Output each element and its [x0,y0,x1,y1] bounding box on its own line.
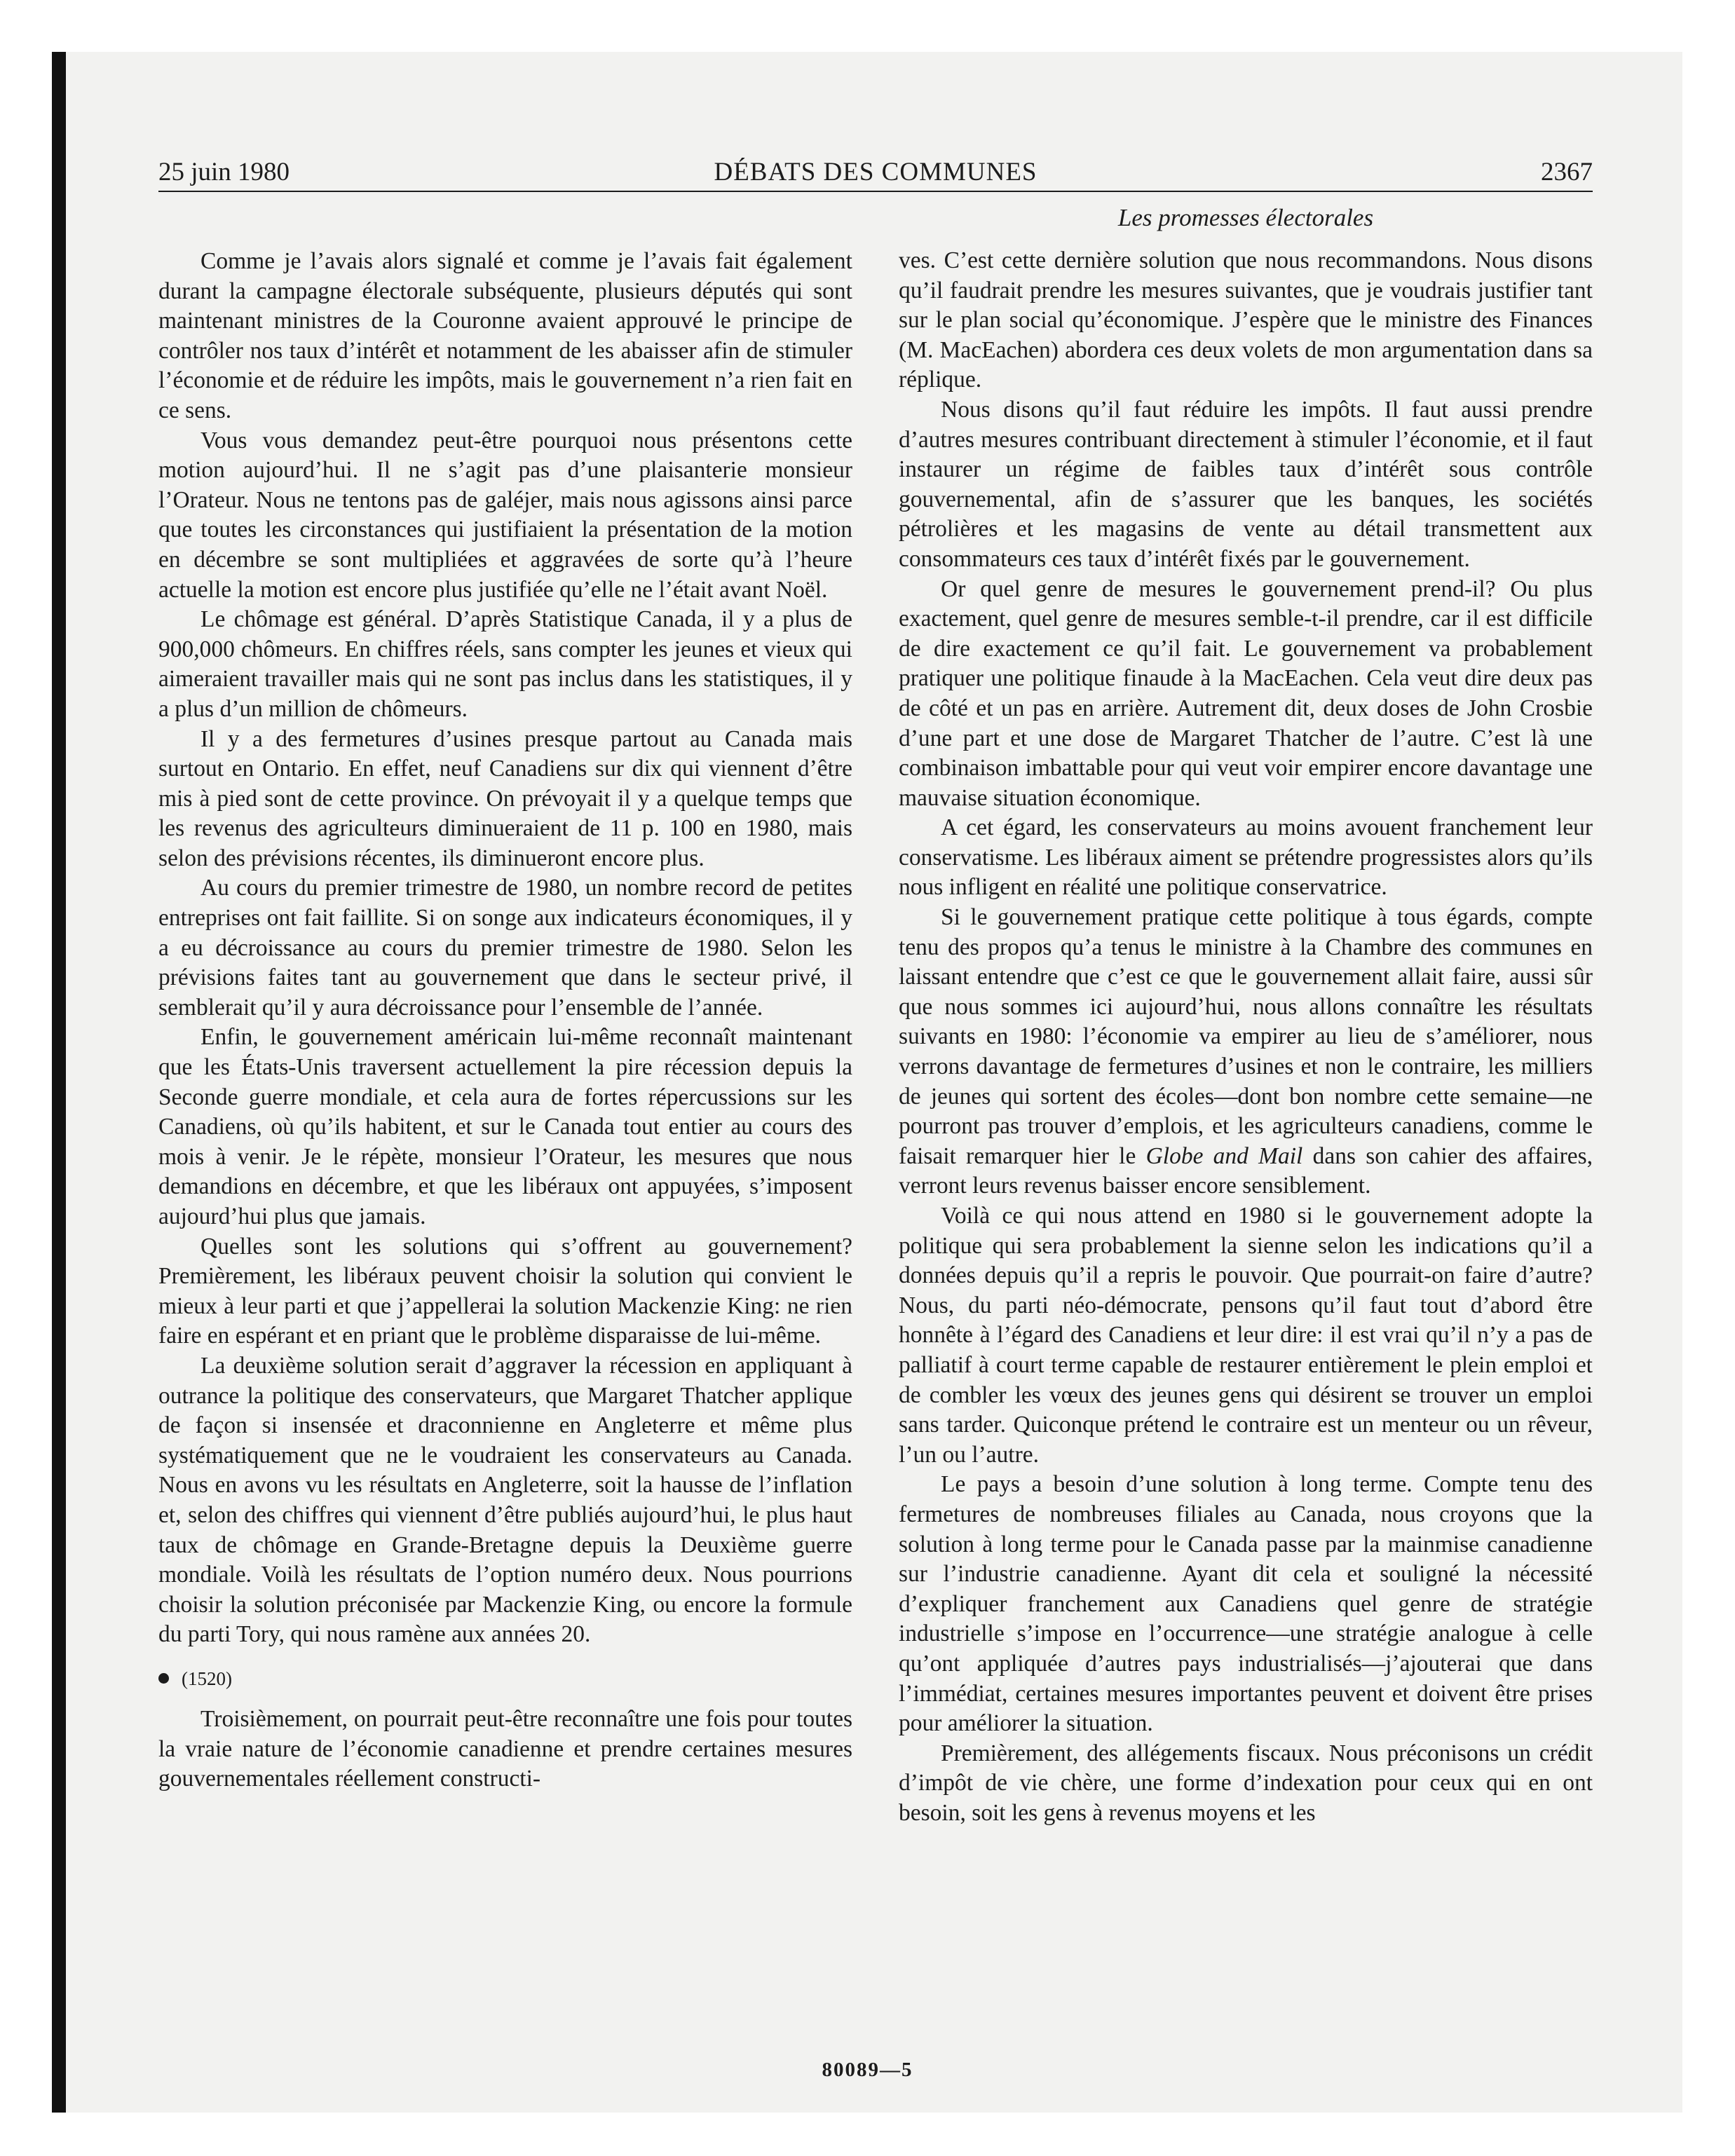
page-footer: 80089—5 [822,2059,913,2081]
paragraph: La deuxième solution serait d’aggraver la récession en appliquant à outrance la politique des conservateurs, que Margaret Thatcher applique de façon si insensée et draconnienne en Angleterre et même plus systématiquement que ne le voudraient les conservateurs au Canada. Nous en avons vu les résultats en Angleterre, soit la hausse de l’inflation et, selon des chiffres qui viennent d’être publiés aujourd’hui, le plus haut taux de chômage en Grande-Bretagne depuis la Deuxième guerre mondiale. Voilà les résultats de l’option numéro deux. Nous pourrions choisir la solution préconisée par Mackenzie King, ou encore la formule du parti Tory, qui nous ramène aux années 20. [158,1352,852,1648]
paragraph: Troisièmement, on pourrait peut-être reconnaître une fois pour toutes la vraie nature de l’économie canadienne et prendre certaines mesures gouvernementales réellement constructi- [158,1705,852,1792]
newspaper-title: Globe and Mail [1145,1142,1303,1169]
paragraph: ves. C’est cette dernière solution que nous recommandons. Nous disons qu’il faudrait prendre les mesures suivantes, que je voudrais justifier tant sur le plan social qu’économique. J’espère que le ministre des Finances (M. MacEachen) abordera ces deux volets de mon argumentation dans sa réplique. [899,247,1593,393]
header-page-number: 2367 [1541,158,1593,186]
paragraph: Le chômage est général. D’après Statistique Canada, il y a plus de 900,000 chômeurs. En chiffres réels, sans compter les jeunes et vieux qui aimeraient travailler mais qui ne sont pas inclus dans les statistiques, il y a plus d’un million de chômeurs. [158,606,852,722]
header-title: DÉBATS DES COMMUNES [714,158,1037,186]
scan-edge [52,52,66,2113]
time-stamp-text: (1520) [182,1667,232,1689]
paragraph: Premièrement, des allégements fiscaux. Nous préconisons un crédit d’impôt de vie chère, une forme d’indexation pour ceux qui en ont besoin, soit les gens à revenus moyens et les [899,1740,1593,1826]
paragraph: Voilà ce qui nous attend en 1980 si le gouvernement adopte la politique qui sera probablement la sienne selon les indications qu’il a données depuis qu’il a repris le pouvoir. Que pourrait-on faire d’autre? Nous, du parti néo-démocrate, pensons qu’il faut tout d’abord être honnête à l’égard des Canadiens et leur dire: il est vrai qu’il n’y a pas de palliatif à court terme capable de restaurer entièrement le plein emploi et de combler les vœux des jeunes gens qui désirent se trouver un emploi sans tarder. Quiconque prétend le contraire est un menteur ou un rêveur, l’un ou l’autre. [899,1203,1593,1468]
header-rule [158,191,1593,192]
bullet-icon [158,1673,169,1684]
paragraph: A cet égard, les conservateurs au moins avouent franchement leur conservatisme. Les libéraux aiment se prétendre progressistes alors qu’ils nous infligent en réalité une politique conservatrice. [899,814,1593,901]
paragraph-text: Si le gouvernement pratique cette politique à tous égards, compte tenu des propos qu’a tenus le ministre à la Chambre des communes en laissant entendre que c’est ce que le gouvernement allait faire, aussi sûr que nous sommes ici aujourd’hui, nous allons connaître les résultats suivants en 1980: l’économie va empirer au lieu de s’améliorer, nous verrons davantage de fermetures d’usines et non le contraire, les milliers de jeunes qui sortent des écoles—dont bon nombre cette semaine—ne pourront pas trouver d’emplois, et les agriculteurs canadiens, comme le faisait remarquer hier le [899,904,1593,1169]
paragraph [899,903,1593,1201]
page-header [158,153,1593,192]
paragraph: Nous disons qu’il faut réduire les impôts. Il faut aussi prendre d’autres mesures contribuant directement à stimuler l’économie, et il faut instaurer un régime de faibles taux d’intérêt sous contrôle gouvernemental, afin de s’assurer que les banques, les sociétés pétrolières et les magasins de vente au détail transmettent aux consommateurs ces taux d’intérêt fixés par le gouvernement. [899,396,1593,572]
paragraph-text: dans son cahier des affaires, verront leurs revenus baisser encore sensiblement. [899,1142,1593,1199]
paragraph: Vous vous demandez peut-être pourquoi nous présentons cette motion aujourd’hui. Il ne s’agit pas d’une plaisanterie monsieur l’Orateur. Nous ne tentons pas de galéjer, mais nous agissons ainsi parce que toutes les circonstances qui justifiaient la présentation de la motion en décembre se sont multipliées et aggravées de sorte qu’à l’heure actuelle la motion est encore plus justifiée qu’elle ne l’était avant Noël. [158,427,852,603]
paragraph: Comme je l’avais alors signalé et comme je l’avais fait également durant la campagne électorale subséquente, plusieurs députés qui sont maintenant ministres de la Couronne avaient approuvé le principe de contrôler nos taux d’intérêt et notamment de les abaisser afin de stimuler l’économie et de réduire les impôts, mais le gouvernement n’a rien fait en ce sens. [158,248,852,423]
time-stamp [158,1667,852,1691]
left-column [158,247,852,1794]
running-title: Les promesses électorales [1117,204,1374,231]
paragraph: Le pays a besoin d’une solution à long terme. Compte tenu des fermetures de nombreuses filiales au Canada, nous croyons que la solution à long terme pour le Canada passe par la mainmise canadienne sur l’industrie canadienne. Ayant dit cela et souligné la nécessité d’expliquer franchement aux Canadiens quel genre de stratégie industrielle s’impose en l’occurrence—une stratégie analogue à celle qu’ont appliquée d’autres pays industrialisés—j’ajouterai que dans l’immédiat, certaines mesures importantes peuvent et doivent être prises pour améliorer la situation. [899,1471,1593,1737]
paragraph: Au cours du premier trimestre de 1980, un nombre record de petites entreprises ont fait faillite. Si on songe aux indicateurs économiques, il y a eu décroissance au cours du premier trimestre de 1980. Selon les prévisions faites tant au gouvernement que dans le secteur privé, il semblerait qu’il y aura décroissance pour l’ensemble de l’année. [158,875,852,1021]
paragraph: Il y a des fermetures d’usines presque partout au Canada mais surtout en Ontario. En effet, neuf Canadiens sur dix qui viennent d’être mis à pied sont de cette province. On prévoyait il y a quelque temps que les revenus des agriculteurs diminueraient de 11 p. 100 en 1980, mais selon des prévisions récentes, ils diminueront encore plus. [158,725,852,871]
paragraph: Enfin, le gouvernement américain lui-même reconnaît maintenant que les États-Unis traversent actuellement la pire récession depuis la Seconde guerre mondiale, et cela aura de fortes répercussions sur les Canadiens, où qu’ils habitent, et sur le Canada tout entier au cours des mois à venir. Je le répète, monsieur l’Orateur, les mesures que nous demandions en décembre, et que les libéraux ont appuyées, s’imposent aujourd’hui plus que jamais. [158,1024,852,1229]
header-date: 25 juin 1980 [158,158,290,186]
paragraph: Or quel genre de mesures le gouvernement prend-il? Ou plus exactement, quel genre de mesures semble-t-il prendre, car il est difficile de dire exactement ce qu’il fait. Le gouvernement va probablement pratiquer une politique finaude à la MacEachen. Cela veut dire deux pas de côté et un pas en arrière. Autrement dit, deux doses de John Crosbie d’une part et une dose de Margaret Thatcher de l’autre. C’est là une combinaison imbattable pour qui veut voir empirer encore davantage une mauvaise situation économique. [899,575,1593,811]
paragraph: Quelles sont les solutions qui s’offrent au gouvernement? Premièrement, les libéraux peuvent choisir la solution qui convient le mieux à leur parti et que j’appellerai la solution Mackenzie King: ne rien faire en espérant et en priant que le problème disparaisse de lui-même. [158,1233,852,1349]
right-column [899,246,1593,1828]
